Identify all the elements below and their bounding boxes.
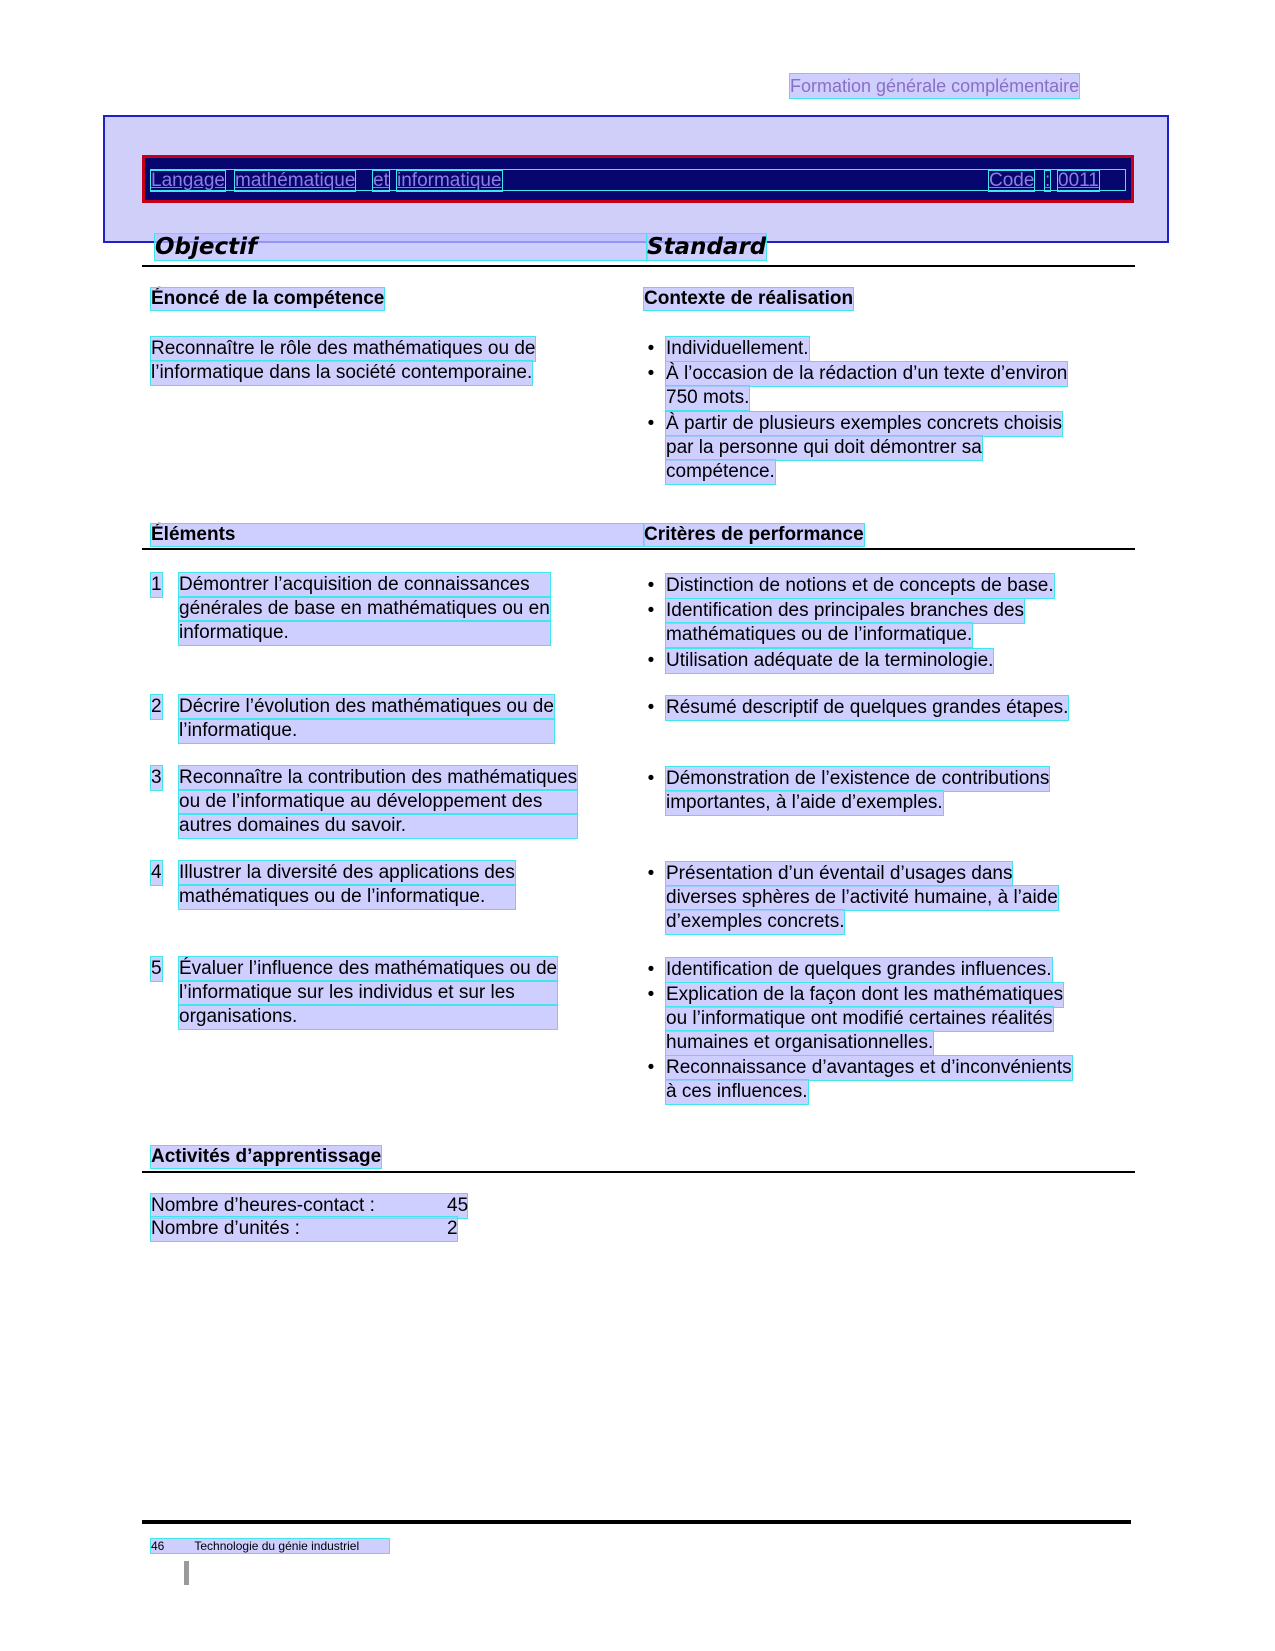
bullet-dot: •: [647, 768, 655, 789]
elements-rule: [142, 548, 1135, 550]
footer-mark: [184, 1561, 189, 1585]
element-text-line: informatique.: [179, 621, 550, 645]
hours-label: Nombre d’heures-contact :: [151, 1195, 375, 1216]
bullet-text-line: À l’occasion de la rédaction d’un texte d’environ: [666, 363, 1068, 384]
elements-heading: Éléments: [151, 524, 644, 546]
element-number: 1: [151, 574, 162, 595]
running-header: Formation générale complémentaire: [790, 76, 1080, 96]
bullet-text-line: Présentation d’un éventail d’usages dans: [666, 863, 1013, 884]
page-number: 46: [151, 1539, 165, 1553]
program-name: Technologie du génie industriel: [194, 1539, 360, 1553]
bullet-text-line: par la personne qui doit démontrer sa: [666, 437, 982, 458]
element-number: 4: [151, 862, 162, 883]
course-title-bar: [142, 155, 1134, 203]
title-word: et: [373, 170, 389, 191]
competence-text-line: Reconnaître le rôle des mathématiques ou de: [151, 338, 536, 359]
element-text-line: générales de base en mathématiques ou en: [179, 598, 550, 619]
bullet-text-line: à ces influences.: [666, 1081, 808, 1102]
bullet-dot: •: [647, 575, 655, 596]
bullet-dot: •: [647, 600, 655, 621]
bullet-dot: •: [647, 650, 655, 671]
element-text-line: ou de l’informatique au développement des: [179, 790, 577, 814]
bullet-text-line: compétence.: [666, 461, 775, 482]
bullet-text-line: mathématiques ou de l’informatique.: [666, 624, 973, 645]
bullet-text-line: Distinction de notions et de concepts de base.: [666, 575, 1054, 596]
code-colon: :: [1045, 170, 1051, 191]
element-text-line: autres domaines du savoir.: [179, 814, 577, 838]
bullet-text-line: Résumé descriptif de quelques grandes étapes.: [666, 697, 1069, 718]
units-label: Nombre d’unités :: [151, 1218, 300, 1239]
hours-value: 45: [447, 1195, 469, 1216]
element-text-line: Évaluer l’influence des mathématiques ou de: [179, 958, 558, 979]
element-text-line: l’informatique sur les individus et sur les: [179, 981, 557, 1005]
bullet-text-line: importantes, à l’aide d’exemples.: [666, 792, 943, 813]
code-value: 0011: [1058, 170, 1099, 191]
element-text-line: Reconnaître la contribution des mathématiques: [179, 767, 578, 788]
element-text-line: mathématiques ou de l’informatique.: [179, 885, 515, 909]
bullet-dot: •: [647, 338, 655, 359]
bullet-text-line: 750 mots.: [666, 387, 750, 408]
bullet-text-line: Explication de la façon dont les mathématiques: [666, 984, 1064, 1005]
bullet-text-line: Utilisation adéquate de la terminologie.: [666, 650, 994, 671]
bullet-text-line: À partir de plusieurs exemples concrets choisis: [666, 413, 1063, 434]
units-value: 2: [447, 1218, 458, 1239]
bullet-text-line: Individuellement.: [666, 338, 809, 359]
column-header-objectif: Objectif: [155, 234, 647, 260]
bullet-dot: •: [647, 959, 655, 980]
criteres-heading: Critères de performance: [644, 524, 864, 545]
element-text-line: l’informatique.: [179, 719, 554, 743]
bullet-dot: •: [647, 1057, 655, 1078]
element-text-line: organisations.: [179, 1005, 557, 1029]
contexte-heading: Contexte de réalisation: [644, 288, 854, 309]
element-number: 3: [151, 767, 162, 788]
page-footer: [151, 1539, 389, 1553]
bullet-dot: •: [647, 984, 655, 1005]
activites-heading: Activités d’apprentissage: [151, 1146, 382, 1167]
bullet-text-line: Reconnaissance d’avantages et d’inconvénients: [666, 1057, 1072, 1078]
header-rule: [142, 265, 1135, 267]
element-text-line: Décrire l’évolution des mathématiques ou de: [179, 696, 554, 717]
title-word: Langage: [151, 170, 225, 191]
code-label: Code: [989, 170, 1035, 191]
column-header-standard: Standard: [647, 234, 767, 260]
bullet-text-line: Démonstration de l’existence de contributions: [666, 768, 1050, 789]
bullet-text-line: Identification des principales branches des: [666, 600, 1025, 621]
footer-rule: [142, 1520, 1131, 1524]
element-number: 5: [151, 958, 162, 979]
bullet-dot: •: [647, 363, 655, 384]
bullet-text-line: Identification de quelques grandes influences.: [666, 959, 1052, 980]
bullet-text-line: d’exemples concrets.: [666, 911, 845, 932]
bullet-dot: •: [647, 413, 655, 434]
activites-rule: [142, 1171, 1135, 1173]
units-row: [151, 1217, 457, 1241]
bullet-text-line: diverses sphères de l’activité humaine, à l’aide: [666, 887, 1058, 908]
bullet-dot: •: [647, 863, 655, 884]
competence-text-line: l’informatique dans la société contemporaine.: [151, 362, 533, 383]
competence-heading: Énoncé de la compétence: [151, 288, 385, 309]
element-number: 2: [151, 696, 162, 717]
title-word: mathématique: [235, 170, 356, 191]
title-word: informatique: [397, 170, 502, 191]
bullet-text-line: humaines et organisationnelles.: [666, 1032, 934, 1053]
element-text-line: Illustrer la diversité des applications des: [179, 862, 515, 883]
element-text-line: Démontrer l’acquisition de connaissances: [179, 573, 550, 597]
bullet-text-line: ou l’informatique ont modifié certaines réalités: [666, 1008, 1053, 1029]
hours-row: [151, 1194, 467, 1218]
bullet-dot: •: [647, 697, 655, 718]
